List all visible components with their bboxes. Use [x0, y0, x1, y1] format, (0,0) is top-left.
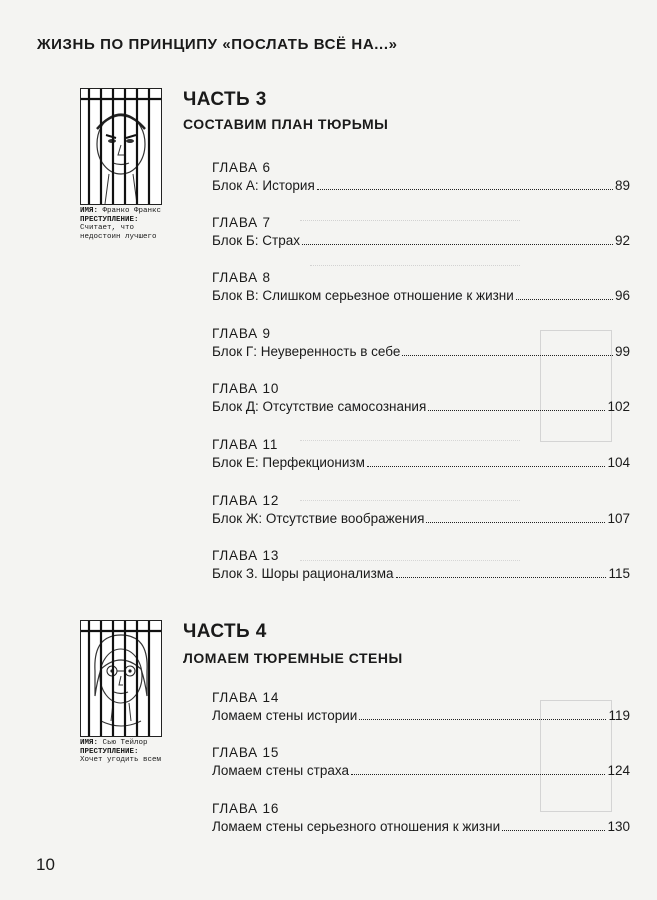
- chapter-title: Блок Г: Неуверенность в себе: [212, 344, 401, 359]
- page-ref: 96: [614, 288, 630, 303]
- page-ref: 115: [608, 566, 630, 581]
- chapter-entry: [212, 493, 630, 526]
- chapter-entry: [212, 801, 630, 834]
- chapter-title: Блок Б: Страх: [212, 233, 300, 248]
- chapter-entry: [212, 745, 630, 778]
- prisoner-portrait-icon: [80, 620, 162, 737]
- prisoner-portrait-icon: [80, 88, 162, 205]
- prisoner-caption: [80, 739, 170, 765]
- toc-link[interactable]: [212, 566, 630, 581]
- toc-link[interactable]: [212, 763, 630, 778]
- chapter-entry: [212, 381, 630, 414]
- chapter-label: ГЛАВА 15: [212, 745, 280, 760]
- part-title: ЧАСТЬ 3: [183, 89, 267, 110]
- chapter-title: Ломаем стены страха: [212, 763, 349, 778]
- part-title: ЧАСТЬ 4: [183, 621, 267, 642]
- page-ref: 99: [614, 344, 630, 359]
- leader-dots: [426, 522, 605, 523]
- chapter-entry: [212, 690, 630, 723]
- page-ref: 119: [608, 708, 630, 723]
- chapter-label: ГЛАВА 6: [212, 160, 271, 175]
- chapter-title: Ломаем стены серьезного отношения к жизни: [212, 819, 501, 834]
- chapter-label: ГЛАВА 8: [212, 270, 271, 285]
- chapter-title: Блок Д: Отсутствие самосознания: [212, 399, 427, 414]
- chapter-entry: [212, 548, 630, 581]
- name-label: ИМЯ:: [80, 739, 99, 747]
- leader-dots: [502, 830, 605, 831]
- chapter-label: ГЛАВА 7: [212, 215, 271, 230]
- name-value: Франко Франкс: [102, 207, 162, 215]
- leader-dots: [428, 410, 605, 411]
- prisoner-figure: [80, 620, 165, 765]
- chapter-entry: [212, 160, 630, 193]
- leader-dots: [516, 299, 613, 300]
- chapter-label: ГЛАВА 10: [212, 381, 280, 396]
- chapter-title: Блок А: История: [212, 178, 315, 193]
- page-ref: 89: [614, 178, 630, 193]
- chapter-title: Ломаем стены истории: [212, 708, 358, 723]
- name-label: ИМЯ:: [80, 207, 99, 215]
- crime-label: ПРЕСТУПЛЕНИЕ:: [80, 215, 139, 224]
- prisoner-figure: [80, 88, 165, 241]
- running-header: ЖИЗНЬ ПО ПРИНЦИПУ «ПОСЛАТЬ ВСЁ НА...»: [37, 36, 398, 53]
- page-ref: 104: [607, 455, 630, 470]
- page-ref: 107: [607, 511, 630, 526]
- leader-dots: [359, 719, 606, 720]
- chapter-entry: [212, 270, 630, 303]
- page-ref: 124: [607, 763, 630, 778]
- toc-link[interactable]: [212, 708, 630, 723]
- chapter-label: ГЛАВА 12: [212, 493, 280, 508]
- page-number: 10: [36, 855, 55, 874]
- toc-link[interactable]: [212, 344, 630, 359]
- toc-link[interactable]: [212, 455, 630, 470]
- leader-dots: [367, 466, 606, 467]
- leader-dots: [317, 189, 613, 190]
- part-subtitle: ЛОМАЕМ ТЮРЕМНЫЕ СТЕНЫ: [183, 650, 403, 666]
- chapter-label: ГЛАВА 16: [212, 801, 280, 816]
- leader-dots: [402, 355, 613, 356]
- chapter-title: Блок З. Шоры рационализма: [212, 566, 394, 581]
- page-ref: 102: [607, 399, 630, 414]
- chapter-label: ГЛАВА 13: [212, 548, 280, 563]
- crime-value: Считает, что недостоин лучшего: [80, 224, 157, 241]
- toc-link[interactable]: [212, 233, 630, 248]
- toc-link[interactable]: [212, 511, 630, 526]
- page-ref: 130: [607, 819, 630, 834]
- toc-link[interactable]: [212, 178, 630, 193]
- chapter-entry: [212, 437, 630, 470]
- leader-dots: [351, 774, 606, 775]
- leader-dots: [302, 244, 613, 245]
- chapter-label: ГЛАВА 11: [212, 437, 279, 452]
- chapter-title: Блок Ж: Отсутствие воображения: [212, 511, 425, 526]
- crime-value: Хочет угодить всем: [80, 756, 162, 764]
- chapter-title: Блок В: Слишком серьезное отношение к жизни: [212, 288, 514, 303]
- chapter-label: ГЛАВА 14: [212, 690, 280, 705]
- prisoner-caption: [80, 207, 170, 241]
- chapter-entry: [212, 215, 630, 248]
- crime-label: ПРЕСТУПЛЕНИЕ:: [80, 747, 139, 756]
- toc-link[interactable]: [212, 399, 630, 414]
- chapter-title: Блок Е: Перфекционизм: [212, 455, 365, 470]
- part-subtitle: СОСТАВИМ ПЛАН ТЮРЬМЫ: [183, 116, 389, 132]
- toc-link[interactable]: [212, 288, 630, 303]
- chapter-label: ГЛАВА 9: [212, 326, 271, 341]
- name-value: Сью Тейлор: [102, 739, 148, 747]
- page-ref: 92: [614, 233, 630, 248]
- leader-dots: [396, 577, 607, 578]
- chapter-entry: [212, 326, 630, 359]
- toc-link[interactable]: [212, 819, 630, 834]
